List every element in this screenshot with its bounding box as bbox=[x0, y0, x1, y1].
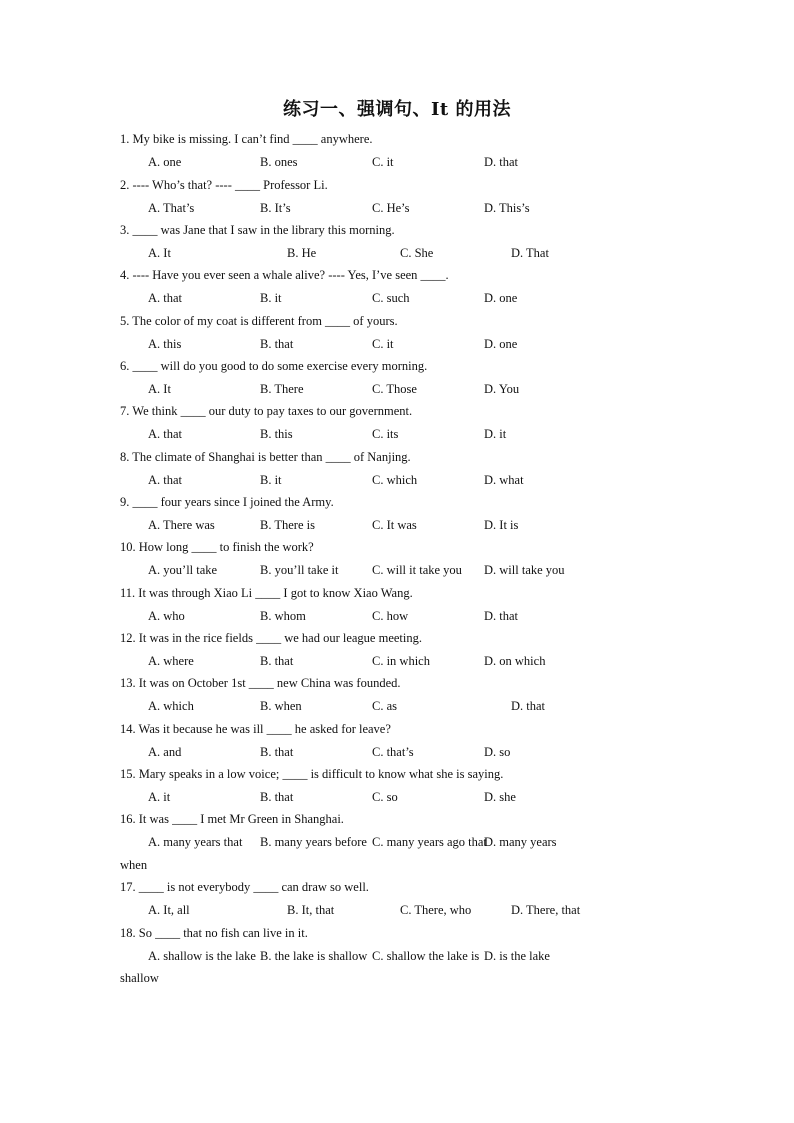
answer-option: A. one bbox=[148, 155, 182, 169]
answer-option: B. There is bbox=[260, 518, 315, 532]
answer-option: C. its bbox=[372, 427, 399, 441]
answer-option: D. That bbox=[511, 246, 549, 260]
answer-option: B. it bbox=[260, 473, 282, 487]
answer-option: B. when bbox=[260, 699, 302, 713]
answer-option: C. many years ago that bbox=[372, 835, 487, 849]
question-stem: 6. ____ will do you good to do some exercise every morning. bbox=[120, 359, 428, 373]
answer-option: D. This’s bbox=[484, 201, 530, 215]
question-stem: 9. ____ four years since I joined the Army. bbox=[120, 495, 334, 509]
answer-option: B. He bbox=[287, 246, 317, 260]
answer-option: D. on which bbox=[484, 654, 546, 668]
answer-option: C. It was bbox=[372, 518, 417, 532]
question-stem: 5. The color of my coat is different from ____ of yours. bbox=[120, 314, 398, 328]
question-stem: 2. ---- Who’s that? ---- ____ Professor Li. bbox=[120, 178, 328, 192]
answer-option: B. whom bbox=[260, 609, 306, 623]
answer-option: A. this bbox=[148, 337, 182, 351]
answer-option: C. which bbox=[372, 473, 418, 487]
answer-option: A. There was bbox=[148, 518, 215, 532]
question-stem: 15. Mary speaks in a low voice; ____ is difficult to know what she is saying. bbox=[120, 767, 504, 781]
answer-option: C. He’s bbox=[372, 201, 410, 215]
answer-option: A. It, all bbox=[148, 903, 190, 917]
answer-option: B. It’s bbox=[260, 201, 291, 215]
answer-option: D. is the lake bbox=[484, 949, 550, 963]
answer-option: C. shallow the lake is bbox=[372, 949, 480, 963]
answer-option: D. It is bbox=[484, 518, 519, 532]
question-stem: 18. So ____ that no fish can live in it. bbox=[120, 926, 308, 940]
answer-option: A. That’s bbox=[148, 201, 195, 215]
answer-option: B. that bbox=[260, 745, 294, 759]
option-continuation: shallow bbox=[120, 971, 159, 985]
answer-option: A. it bbox=[148, 790, 171, 804]
question-stem: 12. It was in the rice fields ____ we had our league meeting. bbox=[120, 631, 422, 645]
answer-option: D. what bbox=[484, 473, 524, 487]
answer-option: D. There, that bbox=[511, 903, 581, 917]
answer-option: C. so bbox=[372, 790, 398, 804]
answer-option: D. it bbox=[484, 427, 507, 441]
answer-option: B. this bbox=[260, 427, 293, 441]
answer-option: C. in which bbox=[372, 654, 430, 668]
answer-option: A. you’ll take bbox=[148, 563, 218, 577]
answer-option: D. that bbox=[511, 699, 546, 713]
answer-option: C. Those bbox=[372, 382, 417, 396]
question-stem: 3. ____ was Jane that I saw in the library this morning. bbox=[120, 223, 395, 237]
option-continuation: when bbox=[120, 858, 148, 872]
answer-option: B. it bbox=[260, 291, 282, 305]
answer-option: B. that bbox=[260, 337, 294, 351]
question-stem: 10. How long ____ to finish the work? bbox=[120, 540, 314, 554]
question-stem: 13. It was on October 1st ____ new China was founded. bbox=[120, 676, 401, 690]
answer-option: C. as bbox=[372, 699, 397, 713]
answer-option: C. it bbox=[372, 155, 394, 169]
answer-option: C. that’s bbox=[372, 745, 414, 759]
question-stem: 8. The climate of Shanghai is better than ____ of Nanjing. bbox=[120, 450, 411, 464]
answer-option: A. It bbox=[148, 246, 171, 260]
answer-option: B. that bbox=[260, 654, 294, 668]
answer-option: A. many years that bbox=[148, 835, 243, 849]
answer-option: B. ones bbox=[260, 155, 298, 169]
question-stem: 11. It was through Xiao Li ____ I got to know Xiao Wang. bbox=[120, 586, 413, 600]
answer-option: C. it bbox=[372, 337, 394, 351]
answer-option: A. which bbox=[148, 699, 194, 713]
answer-option: D. one bbox=[484, 291, 518, 305]
answer-option: D. many years bbox=[484, 835, 557, 849]
answer-option: C. will it take you bbox=[372, 563, 462, 577]
answer-option: B. that bbox=[260, 790, 294, 804]
answer-option: D. will take you bbox=[484, 563, 565, 577]
answer-option: A. It bbox=[148, 382, 171, 396]
answer-option: A. that bbox=[148, 427, 183, 441]
answer-option: B. the lake is shallow bbox=[260, 949, 368, 963]
question-stem: 14. Was it because he was ill ____ he asked for leave? bbox=[120, 722, 391, 736]
page-title: 练习一、强调句、It 的用法 bbox=[283, 99, 511, 120]
answer-option: B. many years before bbox=[260, 835, 367, 849]
answer-option: D. so bbox=[484, 745, 511, 759]
answer-option: B. you’ll take it bbox=[260, 563, 339, 577]
answer-option: B. There bbox=[260, 382, 304, 396]
question-stem: 1. My bike is missing. I can’t find ____ anywhere. bbox=[120, 132, 373, 146]
answer-option: A. shallow is the lake bbox=[148, 949, 256, 963]
answer-option: A. where bbox=[148, 654, 194, 668]
answer-option: B. It, that bbox=[287, 903, 335, 917]
answer-option: A. who bbox=[148, 609, 185, 623]
answer-option: D. she bbox=[484, 790, 516, 804]
answer-option: C. how bbox=[372, 609, 409, 623]
answer-option: C. such bbox=[372, 291, 410, 305]
answer-option: D. one bbox=[484, 337, 518, 351]
answer-option: D. You bbox=[484, 382, 520, 396]
answer-option: C. There, who bbox=[400, 903, 472, 917]
question-stem: 16. It was ____ I met Mr Green in Shanghai. bbox=[120, 812, 344, 826]
answer-option: C. She bbox=[400, 246, 434, 260]
answer-option: A. that bbox=[148, 291, 183, 305]
question-stem: 17. ____ is not everybody ____ can draw so well. bbox=[120, 880, 369, 894]
answer-option: A. that bbox=[148, 473, 183, 487]
question-stem: 7. We think ____ our duty to pay taxes to our government. bbox=[120, 404, 413, 418]
question-stem: 4. ---- Have you ever seen a whale alive? ---- Yes, I’ve seen ____. bbox=[120, 268, 449, 282]
answer-option: D. that bbox=[484, 155, 519, 169]
answer-option: D. that bbox=[484, 609, 519, 623]
answer-option: A. and bbox=[148, 745, 182, 759]
